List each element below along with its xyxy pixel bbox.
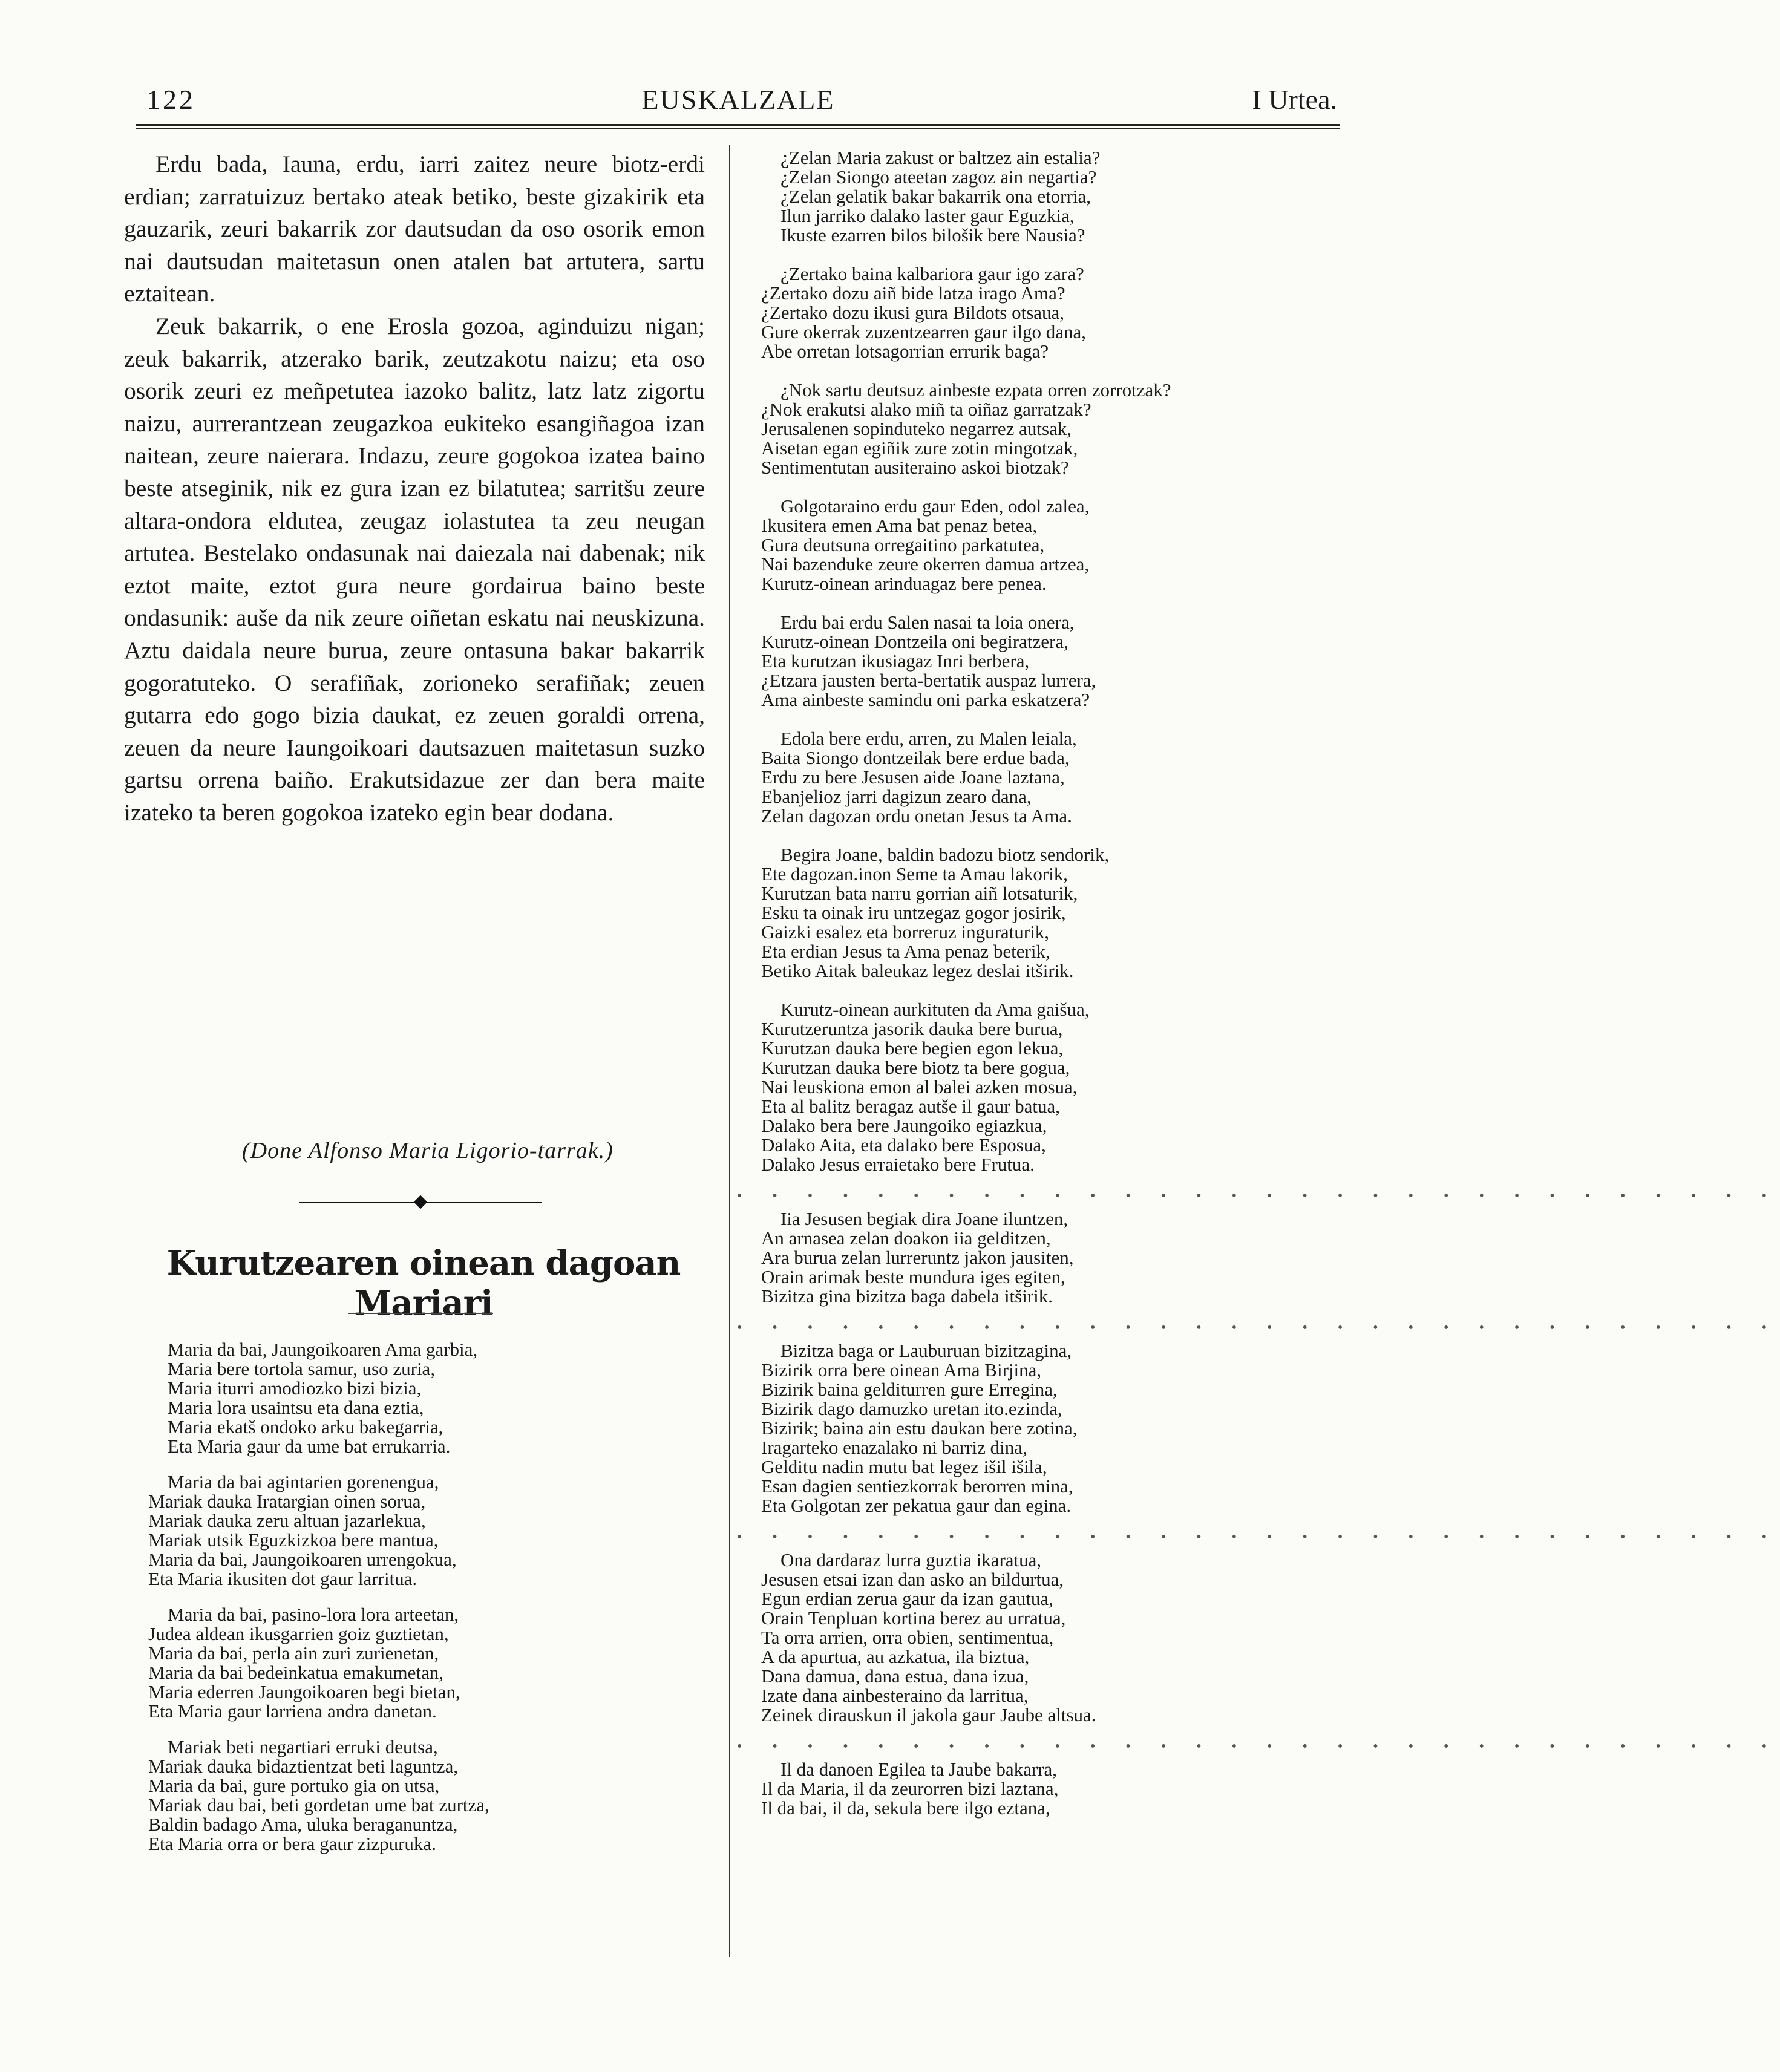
verse-line: Eta Maria gaur larriena andra danetan. xyxy=(148,1701,437,1722)
verse-line: Maria da bai, Jaungoikoaren urrengokua, xyxy=(148,1549,457,1570)
verse-line: Nai bazenduke zeure okerren damua artzea, xyxy=(761,554,1090,575)
verse-line: Gura deutsuna orregaitino parkatutea, xyxy=(761,534,1045,555)
verse-line: Baita Siongo dontzeilak bere erdue bada, xyxy=(761,747,1070,768)
stanza xyxy=(148,1472,489,1589)
verse-line: Bizirik baina gelditurren gure Erregina, xyxy=(761,1379,1058,1400)
verse-line: Mariak dauka zeru altuan jazarlekua, xyxy=(148,1510,426,1531)
header-rule-thin xyxy=(136,128,1340,129)
stanza xyxy=(761,264,1281,361)
stanza xyxy=(761,613,1281,710)
verse-line: Eta Maria ikusiten dot gaur larritua. xyxy=(148,1568,417,1589)
verse-line: Maria iturri amodiozko bizi bizia, xyxy=(168,1378,422,1399)
verse-line: Mariak beti negartiari erruki deutsa, xyxy=(168,1736,438,1757)
verse-line: Ta orra arrien, orra obien, sentimentua, xyxy=(761,1627,1054,1648)
stanza xyxy=(148,1605,489,1721)
verse-line: Kurutz-oinean aurkituten da Ama gaišua, xyxy=(780,999,1090,1020)
stanza xyxy=(148,1737,489,1854)
verse-line: Mariak dauka Iratargian oinen sorua, xyxy=(148,1491,426,1512)
verse-line: An arnasea zelan doakon iia gelditzen, xyxy=(761,1227,1051,1249)
verse-line: Maria da bai, gure portuko gia on utsa, xyxy=(148,1775,440,1796)
journal-title: EUSKALZALE xyxy=(641,84,835,115)
verse-line: Maria da bai, perla ain zuri zurienetan, xyxy=(148,1642,439,1664)
section-ornament xyxy=(299,1197,542,1209)
verse-line: Erdu bai erdu Salen nasai ta loia onera, xyxy=(780,612,1075,633)
verse-line: Gure okerrak zuzentzearren gaur ilgo dana, xyxy=(761,321,1087,342)
verse-line: ¿Zelan Maria zakust or baltzez ain estalia? xyxy=(780,147,1101,168)
verse-line: Maria lora usaintsu eta dana eztia, xyxy=(168,1397,424,1418)
verse-line: ¿Zertako dozu aiñ bide latza irago Ama? xyxy=(761,283,1065,304)
verse-line: ¿Zelan Siongo ateetan zagoz ain negartia? xyxy=(780,166,1097,188)
title-rule xyxy=(348,1313,493,1314)
verse-line: Eta Maria orra or bera gaur zizpuruka. xyxy=(148,1833,436,1854)
verse-line: Jesusen etsai izan dan asko an bildurtua, xyxy=(761,1569,1064,1590)
verse-line: Maria da bai, pasino-lora lora arteetan, xyxy=(168,1604,459,1625)
dotted-separator: • • • • • • • • • • • • • • • • • • • • • • • • • • • • • • xyxy=(737,1529,1780,1545)
verse-line: Ama ainbeste samindu oni parka eskatzera? xyxy=(761,689,1090,710)
verse-line: ¿Zertako dozu ikusi gura Bildots otsaua, xyxy=(761,302,1065,323)
verse-line: Dana damua, dana estua, dana izua, xyxy=(761,1665,1029,1687)
verse-line: Ikusitera emen Ama bat penaz betea, xyxy=(761,515,1038,536)
verse-line: Zelan dagozan ordu onetan Jesus ta Ama. xyxy=(761,805,1072,826)
verse-line: Dalako Aita, eta dalako bere Esposua, xyxy=(761,1134,1046,1155)
verse-line: Iragarteko enazalako ni barriz dina, xyxy=(761,1437,1027,1458)
verse-line: Bizitza baga or Lauburuan bizitzagina, xyxy=(780,1340,1072,1361)
stanza xyxy=(761,1341,1281,1515)
verse-line: Orain arimak beste mundura iges egiten, xyxy=(761,1266,1065,1287)
verse-line: ¿Zertako baina kalbariora gaur igo zara? xyxy=(780,263,1084,284)
verse-line: Kurutzan dauka bere biotz ta bere gogua, xyxy=(761,1057,1070,1078)
verse-line: Izate dana ainbesteraino da larritua, xyxy=(761,1685,1029,1706)
verse-line: Esku ta oinak iru untzegaz gogor josirik, xyxy=(761,902,1066,923)
poem-right-column xyxy=(737,147,1780,1837)
verse-line: ¿Nok erakutsi alako miñ ta oiñaz garratzak? xyxy=(761,399,1091,420)
stanza xyxy=(761,1209,1281,1306)
stanza xyxy=(761,845,1281,981)
verse-line: Egun erdian zerua gaur da izan gautua, xyxy=(761,1588,1053,1609)
verse-line: Maria da bai, Jaungoikoaren Ama garbia, xyxy=(168,1339,478,1360)
verse-line: Bizirik; baina ain estu daukan bere zotina, xyxy=(761,1417,1078,1439)
header-rule xyxy=(136,124,1340,126)
verse-line: Kurutzan dauka bere begien egon lekua, xyxy=(761,1038,1064,1059)
verse-line: ¿Etzara jausten berta-bertatik auspaz lurrera, xyxy=(761,670,1096,691)
verse-line: Maria ederren Jaungoikoaren begi bietan, xyxy=(148,1681,460,1702)
prose-text xyxy=(124,148,705,829)
stanza xyxy=(761,1760,1281,1818)
verse-line: Dalako Jesus erraietako bere Frutua. xyxy=(761,1154,1035,1175)
verse-line: Nai leuskiona emon al balei azken mosua, xyxy=(761,1076,1078,1097)
verse-line: ¿Nok sartu deutsuz ainbeste ezpata orren zorrotzak? xyxy=(780,379,1171,400)
verse-line: Kurutzan bata narru gorrian aiñ lotsaturik, xyxy=(761,883,1078,904)
dotted-separator: • • • • • • • • • • • • • • • • • • • • • • • • • • • • • • xyxy=(737,1188,1780,1204)
verse-line: Sentimentutan ausiteraino askoi biotzak? xyxy=(761,457,1069,478)
verse-line: Ikuste ezarren bilos bilošik bere Nausia? xyxy=(780,224,1085,246)
verse-line: Ebanjelioz jarri dagizun zearo dana, xyxy=(761,786,1032,807)
stanza xyxy=(761,729,1281,826)
verse-line: Kurutz-oinean Dontzeila oni begiratzera, xyxy=(761,631,1068,652)
verse-line: Ona dardaraz lurra guztia ikaratua, xyxy=(780,1549,1042,1570)
verse-line: ¿Zelan gelatik bakar bakarrik ona etorria, xyxy=(780,186,1091,207)
verse-line: Gelditu nadin mutu bat legez išil išila, xyxy=(761,1456,1047,1477)
verse-line: Bizirik dago damuzko uretan ito.ezinda, xyxy=(761,1398,1062,1419)
verse-line: Ilun jarriko dalako laster gaur Eguzkia, xyxy=(780,205,1075,226)
prose-paragraph: Erdu bada, Iauna, erdu, iarri zaitez neure biotz-erdi erdian; zarratuizuz bertako ateak betiko, beste gizakirik eta gauzarik, zeuri bakarrik zor dautsudan da oso osorik emon nai dautsudan maitetasun onen atalen bat artutera, sartu eztaitean. xyxy=(124,151,705,307)
verse-line: Gaizki esalez eta borreruz inguraturik, xyxy=(761,921,1049,943)
stanza xyxy=(761,148,1281,245)
verse-line: Kurutzeruntza jasorik dauka bere burua, xyxy=(761,1018,1063,1039)
verse-line: Betiko Aitak baleukaz legez deslai itširik. xyxy=(761,960,1074,981)
verse-line: Mariak utsik Eguzkizkoa bere mantua, xyxy=(148,1529,439,1551)
verse-line: Maria ekatš ondoko arku bakegarria, xyxy=(168,1416,443,1437)
verse-line: Bizitza gina bizitza baga dabela itširik. xyxy=(761,1286,1053,1307)
verse-line: Maria da bai agintarien gorenengua, xyxy=(168,1471,439,1492)
verse-line: Esan dagien sentiezkorrak berorren mina, xyxy=(761,1476,1073,1497)
verse-line: Zeinek dirauskun il jakola gaur Jaube altsua. xyxy=(761,1704,1096,1725)
verse-line: Mariak dauka bidaztientzat beti laguntza, xyxy=(148,1756,459,1777)
prose-paragraph: Zeuk bakarrik, o ene Erosla gozoa, aginduizu nigan; zeuk bakarrik, atzerako barik, zeutzakotu naizu; eta oso osorik zeuri ez meñpetutea iazoko balitz, latz latz zigortu naizu, aurrerantzean zeugazkoa eukiteko esangiñagoa izan naitean, zeure naierara. Indazu, zeure gogokoa izatea baino beste atseginik, nik ez gura izan ez bilatutea; sarritšu zeure altara-ondora eldutea, zeugaz iolastutea ta zeu neugan artutea. Bestelako ondasunak nai daiezala nai dabenak; nik eztot maite, eztot gura neure gordairua baino beste ondasunik: auše da nik zeure oiñetan eskatu nai neuskizuna. Aztu daidala neure burua, zeure ontasuna bakar bakarrik gogoratuteko. O serafiñak, zorioneko serafiñak; zeuen gutarra edo gogo bizia daukat, ez zeuen goraldi orrena, zeuen da neure Iaungoikoari dautsazuen maitetasun suzko gartsu orrena baiño. Erakutsidazue zer dan bera maite izateko ta beren gogokoa izateko egin bear dodana. xyxy=(124,312,705,826)
verse-line: Abe orretan lotsagorrian errurik baga? xyxy=(761,341,1049,362)
verse-line: Orain Tenpluan kortina berez au urratua, xyxy=(761,1607,1066,1629)
verse-line: Begira Joane, baldin badozu biotz sendorik, xyxy=(780,844,1110,865)
verse-line: Maria bere tortola samur, uso zuria, xyxy=(168,1358,436,1379)
verse-line: Judea aldean ikusgarrien goiz guztietan, xyxy=(148,1623,449,1644)
dotted-separator: • • • • • • • • • • • • • • • • • • • • • • • • • • • • • • xyxy=(737,1320,1780,1336)
verse-line: Il da Maria, il da zeurorren bizi laztana, xyxy=(761,1778,1059,1799)
verse-line: Eta Maria gaur da ume bat errukarria. xyxy=(168,1436,451,1457)
verse-line: Il da danoen Egilea ta Jaube bakarra, xyxy=(780,1759,1058,1780)
verse-line: Baldin badago Ama, uluka beraganuntza, xyxy=(148,1814,458,1835)
attribution: (Done Alfonso Maria Ligorio-tarrak.) xyxy=(242,1138,614,1163)
verse-line: Kurutz-oinean arinduagaz bere penea. xyxy=(761,573,1047,594)
volume-label: I Urtea. xyxy=(1252,84,1337,115)
verse-line: Eta erdian Jesus ta Ama penaz beterik, xyxy=(761,941,1050,962)
verse-line: Dalako bera bere Jaungoiko egiazkua, xyxy=(761,1115,1047,1136)
verse-line: Maria da bai bedeinkatua emakumetan, xyxy=(148,1662,444,1683)
stanza xyxy=(148,1340,489,1456)
verse-line: Golgotaraino erdu gaur Eden, odol zalea, xyxy=(780,495,1090,517)
stanza xyxy=(761,497,1281,593)
page-number: 122 xyxy=(146,84,195,115)
verse-line: Erdu zu bere Jesusen aide Joane laztana, xyxy=(761,766,1065,788)
verse-line: Eta Golgotan zer pekatua gaur dan egina. xyxy=(761,1495,1072,1516)
verse-line: Ara burua zelan lurreruntz jakon jausiten, xyxy=(761,1247,1074,1268)
verse-line: Aisetan egan egiñik zure zotin mingotzak, xyxy=(761,437,1078,459)
verse-line: Ete dagozan.inon Seme ta Amau lakorik, xyxy=(761,863,1068,884)
verse-line: Mariak dau bai, beti gordetan ume bat zurtza, xyxy=(148,1794,489,1815)
stanza xyxy=(761,1551,1281,1725)
page-header xyxy=(139,83,1337,120)
verse-line: Eta kurutzan ikusiagaz Inri berbera, xyxy=(761,650,1030,672)
verse-line: A da apurtua, au azkatua, ila biztua, xyxy=(761,1646,1030,1667)
column-divider xyxy=(729,145,730,1957)
poem-title: Kurutzearen oinean dagoan Mariari xyxy=(166,1243,681,1323)
verse-line: Il da bai, il da, sekula bere ilgo eztana, xyxy=(761,1797,1050,1819)
verse-line: Eta al balitz beragaz autše il gaur batua, xyxy=(761,1096,1061,1117)
verse-line: Bizirik orra bere oinean Ama Birjina, xyxy=(761,1359,1042,1381)
verse-line: Iia Jesusen begiak dira Joane iluntzen, xyxy=(780,1208,1068,1229)
poem-left-column xyxy=(148,1340,489,1870)
verse-line: Edola bere erdu, arren, zu Malen leiala, xyxy=(780,728,1077,749)
verse-line: Jerusalenen sopinduteko negarrez autsak, xyxy=(761,418,1072,439)
stanza xyxy=(761,1000,1281,1174)
dotted-separator: • • • • • • • • • • • • • • • • • • • • • • • • • • • • • • xyxy=(737,1739,1780,1754)
stanza xyxy=(761,381,1281,477)
